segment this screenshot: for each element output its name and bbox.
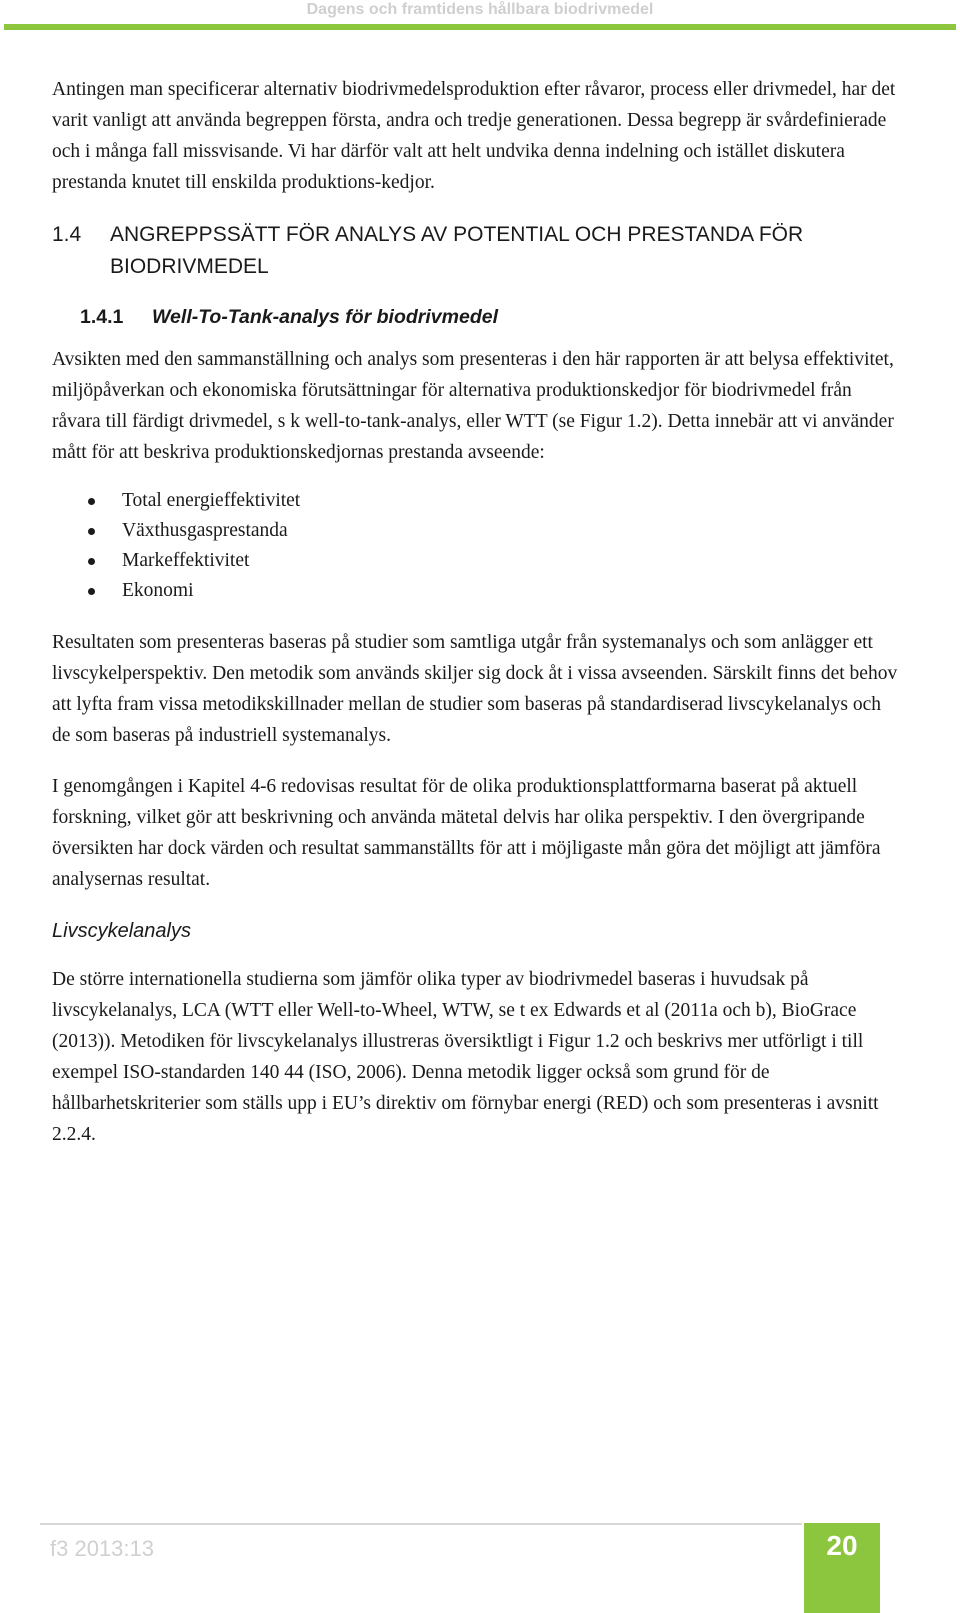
subsection-heading [52, 302, 898, 332]
lca-paragraph: De större internationella studierna som jämför olika typer av biodrivmedel baseras i huvudsak på livscykelanalys, LCA (WTT eller Well-to-Wheel, WTW, se t ex Edwards et al (2011a och b), BioGrace (2013)). Metodiken för livscykelanalys illustreras översiktligt i Figur 1.2 och beskrivs mer utförligt i till exempel ISO-standarden 140 44 (ISO, 2006). Denna metodik ligger också som grund för de hållbarhetskriterier som ställs upp i EU’s direktiv om förnybar energi (RED) och som presenteras i avsnitt 2.2.4. [52, 969, 879, 1145]
bullet-icon [88, 588, 95, 595]
page-content [52, 74, 898, 1150]
bullet-icon [88, 528, 95, 535]
lca-heading: Livscykelanalys [52, 920, 191, 942]
report-id: f3 2013:13 [50, 1536, 154, 1561]
list-item: Växthusgasprestanda [52, 516, 898, 546]
results-paragraph: Resultaten som presenteras baseras på studier som samtliga utgår från systemanalys och som anlägger ett livscykelperspektiv. Den metodik som används skiljer sig dock åt i vissa avseenden. Särskilt finns det behov att lyfta fram vissa metodikskillnader mellan de studier som baseras på standardiserad livscykelanalys och de som baseras på industriell systemanalys. [52, 632, 898, 746]
list-item: Total energieffektivitet [52, 486, 898, 516]
bullet-icon [88, 558, 95, 565]
section-heading [52, 219, 898, 283]
list-item: Ekonomi [52, 576, 898, 606]
intro-paragraph: Antingen man specificerar alternativ biodrivmedelsproduktion efter råvaror, process eller drivmedel, har det varit vanligt att använda begreppen första, andra och tredje generationen. Dessa begrepp är svårdefinierade och i många fall missvisande. Vi har därför valt att helt undvika denna indelning och istället diskutera prestanda knutet till enskilda produktions-kedjor. [52, 79, 896, 193]
page-number: 20 [826, 1530, 858, 1561]
subsection-number: 1.4.1 [80, 306, 124, 328]
page-number-badge [804, 1523, 880, 1613]
review-paragraph: I genomgången i Kapitel 4-6 redovisas resultat för de olika produktionsplattformarna baserat på aktuell forskning, vilket gör att beskrivning och använda mätetal delvis har olika perspektiv. I den övergripande översikten har dock värden och resultat sammanställts för att i möjligaste mån göra det möjligt att jämföra analysernas resultat. [52, 776, 881, 890]
list-item: Markeffektivitet [52, 546, 898, 576]
section-number: 1.4 [52, 223, 82, 246]
wtt-paragraph: Avsikten med den sammanställning och analys som presenteras i den här rapporten är att belysa effektivitet, miljöpåverkan och ekonomiska förutsättningar för alternativa produktionskedjor för biodrivmedel från råvara till färdigt drivmedel, s k well-to-tank-analys, eller WTT (se Figur 1.2). Detta innebär att vi använder mått för att beskriva produktionskedjornas prestanda avseende: [52, 349, 894, 463]
running-header-title: Dagens och framtidens hållbara biodrivmedel [306, 1, 654, 18]
performance-aspects-list [52, 486, 898, 606]
subsection-title: Well-To-Tank-analys för biodrivmedel [152, 306, 499, 328]
header-accent-rule [4, 24, 956, 30]
section-title: ANGREPPSSÄTT FÖR ANALYS AV POTENTIAL OCH PRESTANDA FÖR BIODRIVMEDEL [110, 223, 804, 278]
footer-rule [40, 1523, 802, 1525]
bullet-icon [88, 498, 95, 505]
